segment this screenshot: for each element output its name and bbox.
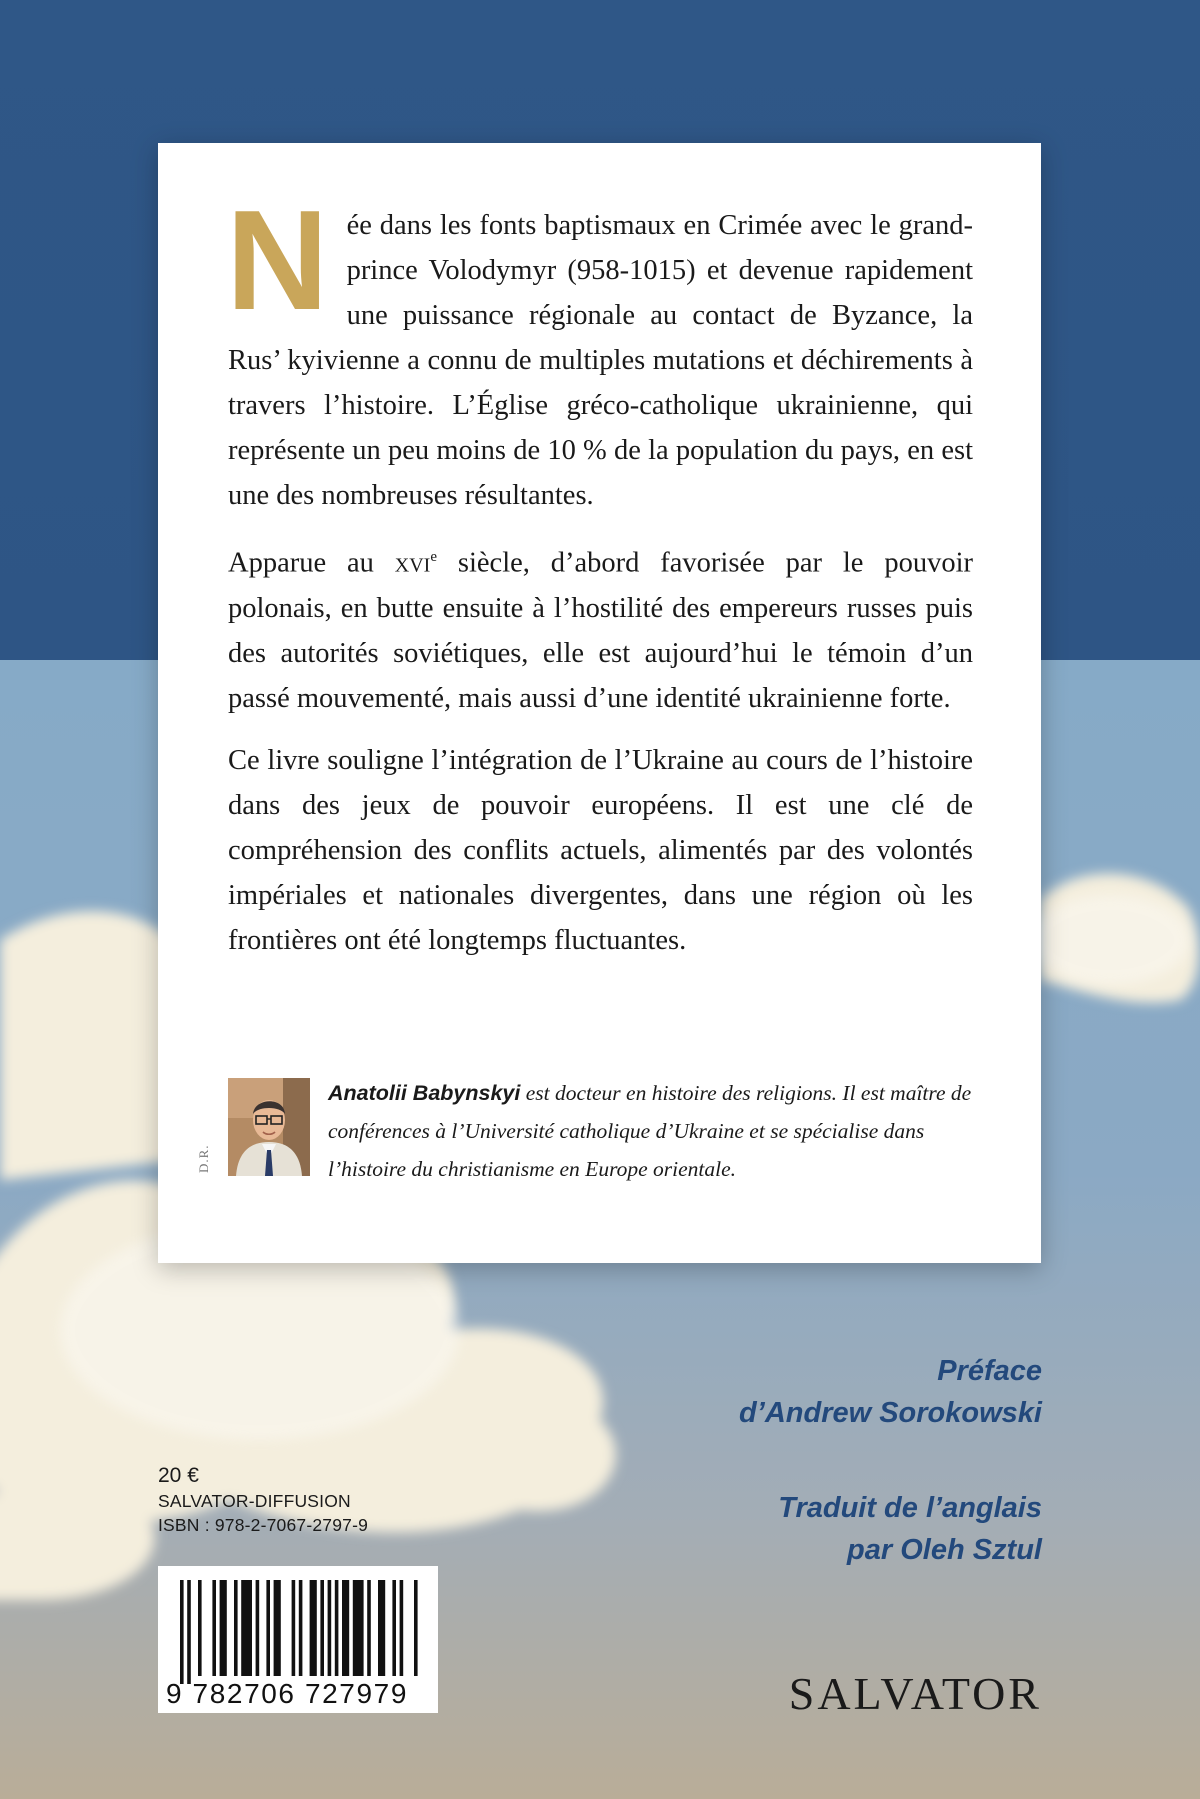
barcode-bar [414, 1580, 418, 1676]
barcode-bar [299, 1580, 303, 1676]
barcode-bar [241, 1580, 252, 1676]
barcode-bar [310, 1580, 317, 1676]
paragraph-1 [226, 181, 973, 518]
author-bio-text: est docteur en histoire des religions. Il est maître de conférences à l’Université catholique d’Ukraine et se spécialise dans l’histoire du christianisme en Europe orientale. [328, 1081, 972, 1181]
preface-credit [622, 1350, 1042, 1434]
translation-line-1: Traduit de l’anglais [778, 1492, 1042, 1524]
author-name: Anatolii Babynskyi [328, 1081, 521, 1105]
author-bio [328, 1074, 1000, 1188]
barcode-bar [212, 1580, 216, 1676]
paragraph-1-text: ée dans les fonts baptismaux en Crimée avec le grand-prince Volodymyr (958-1015) et devenue rapidement une puissance régionale au contact de Byzance, la Rus’ kyivienne a connu de multiples mutations et déchirements à travers l’histoire. L’Église gréco-catholique ukrainienne, qui représente un peu moins de 10 % de la population du pays, en est une des nombreuses résultantes. [228, 210, 973, 511]
paragraph-3: Ce livre souligne l’intégration de l’Ukraine au cours de l’histoire dans des jeux de pouvoir européens. Il est une clé de compréhension des conflits actuels, alimentés par des volontés impériales et nationales divergentes, dans une région où les frontières ont été longtemps fluctuantes. [228, 744, 973, 956]
isbn: ISBN : 978-2-7067-2797-9 [158, 1515, 369, 1535]
barcode-bar [256, 1580, 260, 1676]
barcode-bar [187, 1580, 191, 1684]
barcode-bar [335, 1580, 339, 1676]
photo-credit: D.R. [196, 1144, 211, 1173]
author-photo [228, 1078, 310, 1176]
barcode-bar [198, 1580, 202, 1676]
barcode-bar [367, 1580, 371, 1676]
barcode-bar [378, 1580, 385, 1676]
barcode-bar [353, 1580, 364, 1676]
barcode-bar [342, 1580, 349, 1676]
publisher-logo: SALVATOR [788, 1668, 1042, 1719]
barcode-bar [400, 1580, 404, 1676]
barcode-bar [392, 1580, 396, 1676]
translation-line-2: par Oleh Sztul [847, 1534, 1042, 1566]
paragraph-2-end: siècle, d’abord favorisée par le pouvoir polonais, en butte ensuite à l’hostilité des empereurs russes puis des autorités soviétiques, elle est aujourd’hui le témoin d’un passé mouvementé, mais aussi d’une identité ukrainienne forte. [228, 547, 973, 714]
preface-line-2: d’Andrew Sorokowski [739, 1397, 1042, 1429]
barcode-bar [220, 1580, 227, 1676]
barcode-digits: 9 782706 727979 [166, 1678, 408, 1709]
paragraph-2-start: Apparue au [228, 547, 395, 579]
translation-credit [622, 1487, 1042, 1571]
price-block [158, 1463, 368, 1537]
text-panel [158, 143, 1041, 1263]
barcode-bar [266, 1580, 270, 1676]
barcode-bar [320, 1580, 324, 1676]
barcode-bar [234, 1580, 238, 1676]
preface-line-1: Préface [937, 1355, 1042, 1387]
price: 20 € [158, 1464, 199, 1487]
barcode-bar [274, 1580, 281, 1676]
century-suffix: e [430, 549, 438, 565]
drop-cap: N [226, 181, 329, 340]
barcode-bar [180, 1580, 184, 1684]
barcode-bar [292, 1580, 296, 1676]
barcode [158, 1566, 438, 1713]
barcode-bar [328, 1580, 332, 1676]
century-numeral: xvi [394, 547, 431, 579]
author-block [228, 1078, 988, 1188]
distributor: SALVATOR-DIFFUSION [158, 1491, 351, 1511]
description-text [226, 181, 973, 980]
paragraph-2 [228, 535, 973, 721]
